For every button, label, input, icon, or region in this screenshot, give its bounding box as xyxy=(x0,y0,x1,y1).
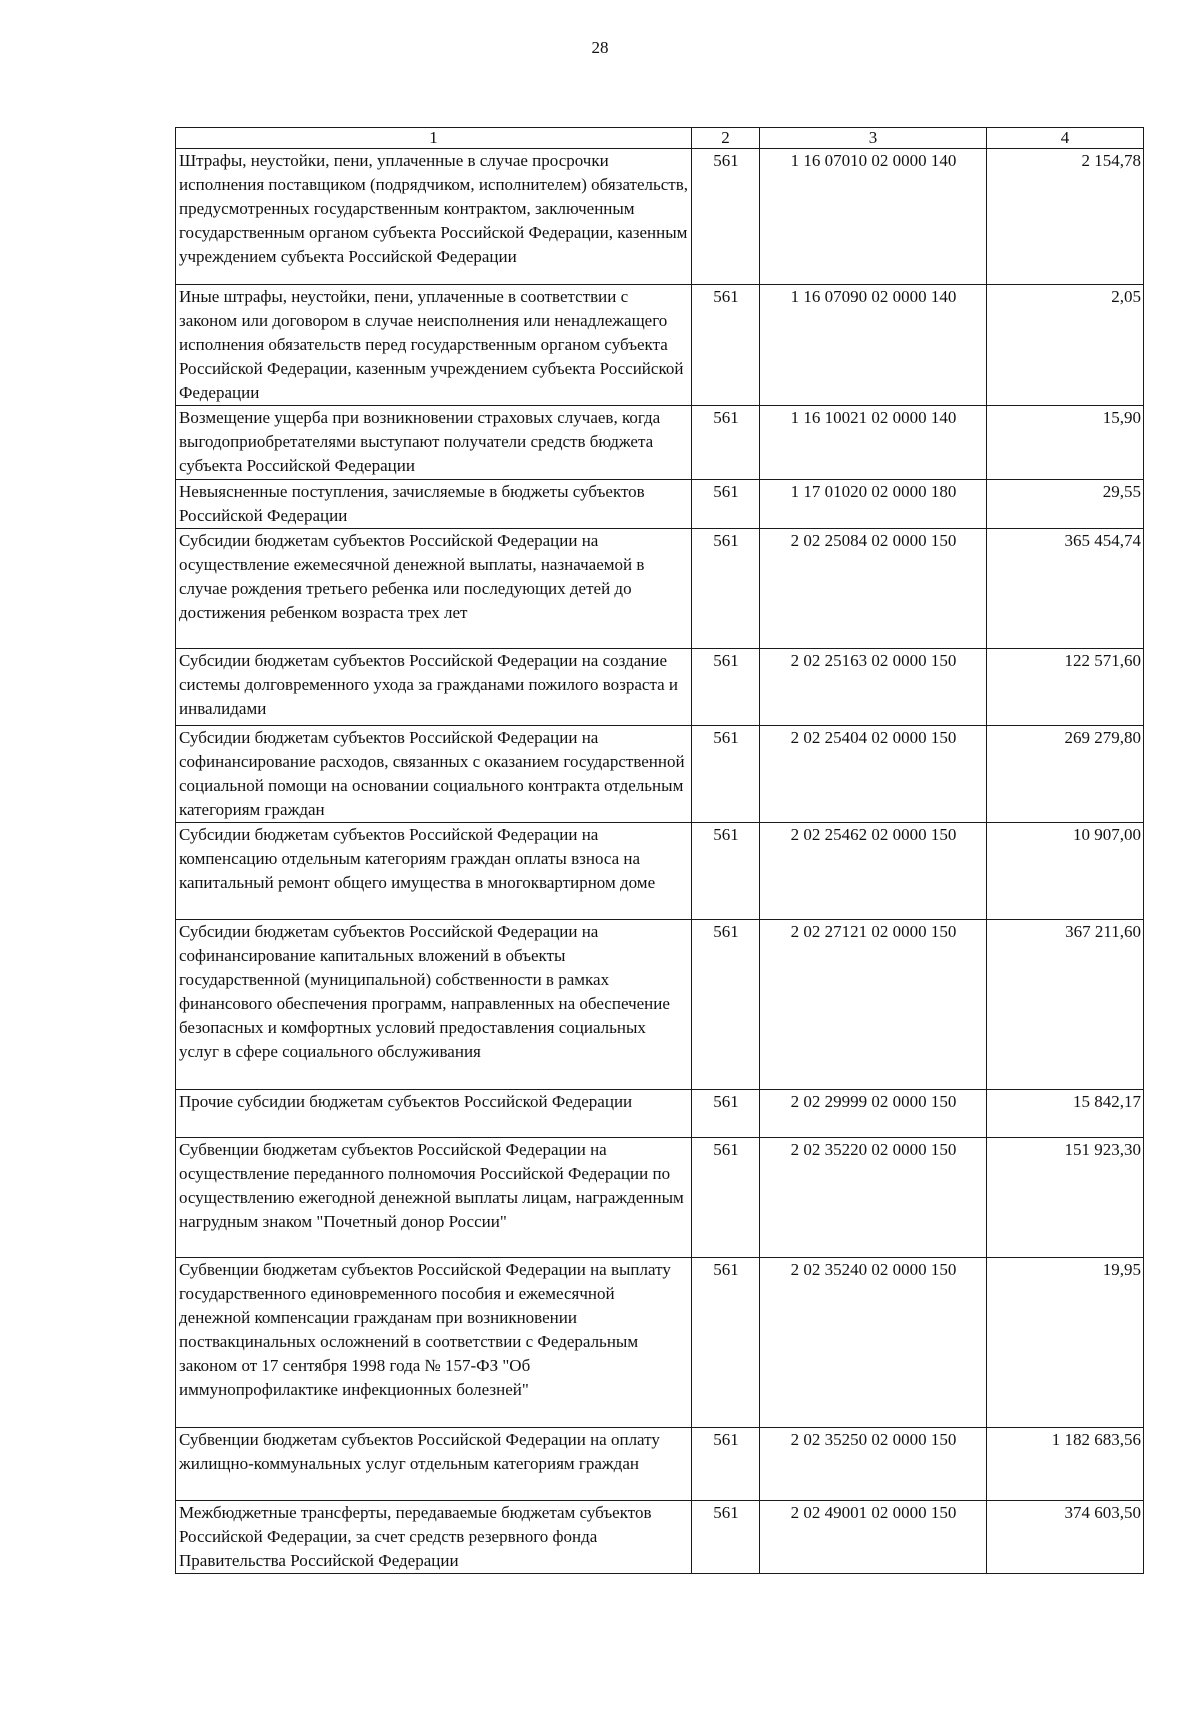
revenue-name: Межбюджетные трансферты, передаваемые бюджетам субъектов Российской Федерации, за счет средств резервного фонда Правительства Российской Федерации xyxy=(176,1501,692,1574)
table-row xyxy=(176,480,1144,529)
table-row xyxy=(176,1501,1144,1574)
budget-classification-code: 2 02 27121 02 0000 150 xyxy=(760,920,987,1090)
amount: 367 211,60 xyxy=(987,920,1144,1090)
admin-code: 561 xyxy=(692,1138,760,1258)
table-row xyxy=(176,285,1144,406)
header-row xyxy=(176,128,1144,149)
amount: 151 923,30 xyxy=(987,1138,1144,1258)
amount: 15,90 xyxy=(987,406,1144,480)
revenue-name: Субсидии бюджетам субъектов Российской Федерации на осуществление ежемесячной денежной выплаты, назначаемой в случае рождения третьего ребенка или последующих детей до достижения ребенком возраста трех лет xyxy=(176,529,692,649)
revenue-name: Субвенции бюджетам субъектов Российской Федерации на выплату государственного единовременного пособия и ежемесячной денежной компенсации гражданам при возникновении поствакцинальных осложнений в соответствии с Федеральным законом от 17 сентября 1998 года № 157-ФЗ "Об иммунопрофилактике инфекционных болезней" xyxy=(176,1258,692,1428)
budget-classification-code: 2 02 25462 02 0000 150 xyxy=(760,823,987,920)
table-row xyxy=(176,1428,1144,1501)
table-row xyxy=(176,1258,1144,1428)
revenue-name: Субвенции бюджетам субъектов Российской Федерации на оплату жилищно-коммунальных услуг отдельным категориям граждан xyxy=(176,1428,692,1501)
revenue-name: Субсидии бюджетам субъектов Российской Федерации на софинансирование расходов, связанных с оказанием государственной социальной помощи на основании социального контракта отдельным категориям граждан xyxy=(176,726,692,823)
amount: 122 571,60 xyxy=(987,649,1144,726)
budget-classification-code: 2 02 35220 02 0000 150 xyxy=(760,1138,987,1258)
amount: 19,95 xyxy=(987,1258,1144,1428)
table-row xyxy=(176,726,1144,823)
table-row xyxy=(176,1090,1144,1138)
admin-code: 561 xyxy=(692,823,760,920)
amount: 2 154,78 xyxy=(987,149,1144,285)
admin-code: 561 xyxy=(692,149,760,285)
amount: 1 182 683,56 xyxy=(987,1428,1144,1501)
budget-classification-code: 2 02 35240 02 0000 150 xyxy=(760,1258,987,1428)
revenue-name: Штрафы, неустойки, пени, уплаченные в случае просрочки исполнения поставщиком (подрядчиком, исполнителем) обязательств, предусмотренных государственным контрактом, заключенным государственным органом субъекта Российской Федерации, казенным учреждением субъекта Российской Федерации xyxy=(176,149,692,285)
admin-code: 561 xyxy=(692,920,760,1090)
header-col-4: 4 xyxy=(987,128,1144,149)
revenue-name: Возмещение ущерба при возникновении страховых случаев, когда выгодоприобретателями выступают получатели средств бюджета субъекта Российской Федерации xyxy=(176,406,692,480)
table-row xyxy=(176,823,1144,920)
budget-classification-code: 2 02 25404 02 0000 150 xyxy=(760,726,987,823)
revenue-name: Субсидии бюджетам субъектов Российской Федерации на создание системы долговременного ухода за гражданами пожилого возраста и инвалидами xyxy=(176,649,692,726)
budget-classification-code: 2 02 49001 02 0000 150 xyxy=(760,1501,987,1574)
admin-code: 561 xyxy=(692,529,760,649)
table-row xyxy=(176,1138,1144,1258)
header-col-3: 3 xyxy=(760,128,987,149)
budget-classification-code: 2 02 29999 02 0000 150 xyxy=(760,1090,987,1138)
budget-classification-code: 1 16 10021 02 0000 140 xyxy=(760,406,987,480)
amount: 15 842,17 xyxy=(987,1090,1144,1138)
amount: 10 907,00 xyxy=(987,823,1144,920)
admin-code: 561 xyxy=(692,1258,760,1428)
admin-code: 561 xyxy=(692,649,760,726)
header-col-1: 1 xyxy=(176,128,692,149)
page-number: 28 xyxy=(591,38,609,57)
header-col-2: 2 xyxy=(692,128,760,149)
admin-code: 561 xyxy=(692,480,760,529)
table-row xyxy=(176,149,1144,285)
amount: 365 454,74 xyxy=(987,529,1144,649)
budget-classification-code: 2 02 35250 02 0000 150 xyxy=(760,1428,987,1501)
admin-code: 561 xyxy=(692,1090,760,1138)
table-row xyxy=(176,406,1144,480)
admin-code: 561 xyxy=(692,1428,760,1501)
admin-code: 561 xyxy=(692,726,760,823)
revenue-name: Иные штрафы, неустойки, пени, уплаченные в соответствии с законом или договором в случае неисполнения или ненадлежащего исполнения обязательств перед государственным органом субъекта Российской Федерации, казенным учреждением субъекта Российской Федерации xyxy=(176,285,692,406)
amount: 2,05 xyxy=(987,285,1144,406)
amount: 29,55 xyxy=(987,480,1144,529)
budget-classification-code: 2 02 25084 02 0000 150 xyxy=(760,529,987,649)
table-row xyxy=(176,920,1144,1090)
budget-classification-code: 2 02 25163 02 0000 150 xyxy=(760,649,987,726)
admin-code: 561 xyxy=(692,1501,760,1574)
amount: 269 279,80 xyxy=(987,726,1144,823)
budget-classification-code: 1 16 07090 02 0000 140 xyxy=(760,285,987,406)
budget-revenue-table xyxy=(175,127,1144,1574)
table-row xyxy=(176,649,1144,726)
revenue-name: Субсидии бюджетам субъектов Российской Федерации на компенсацию отдельным категориям граждан оплаты взноса на капитальный ремонт общего имущества в многоквартирном доме xyxy=(176,823,692,920)
revenue-name: Субвенции бюджетам субъектов Российской Федерации на осуществление переданного полномочия Российской Федерации по осуществлению ежегодной денежной выплаты лицам, награжденным нагрудным знаком "Почетный донор России" xyxy=(176,1138,692,1258)
amount: 374 603,50 xyxy=(987,1501,1144,1574)
admin-code: 561 xyxy=(692,285,760,406)
admin-code: 561 xyxy=(692,406,760,480)
budget-classification-code: 1 16 07010 02 0000 140 xyxy=(760,149,987,285)
budget-classification-code: 1 17 01020 02 0000 180 xyxy=(760,480,987,529)
table-row xyxy=(176,529,1144,649)
revenue-name: Субсидии бюджетам субъектов Российской Федерации на софинансирование капитальных вложений в объекты государственной (муниципальной) собственности в рамках финансового обеспечения программ, направленных на обеспечение безопасных и комфортных условий предоставления социальных услуг в сфере социального обслуживания xyxy=(176,920,692,1090)
revenue-name: Прочие субсидии бюджетам субъектов Российской Федерации xyxy=(176,1090,692,1138)
revenue-name: Невыясненные поступления, зачисляемые в бюджеты субъектов Российской Федерации xyxy=(176,480,692,529)
